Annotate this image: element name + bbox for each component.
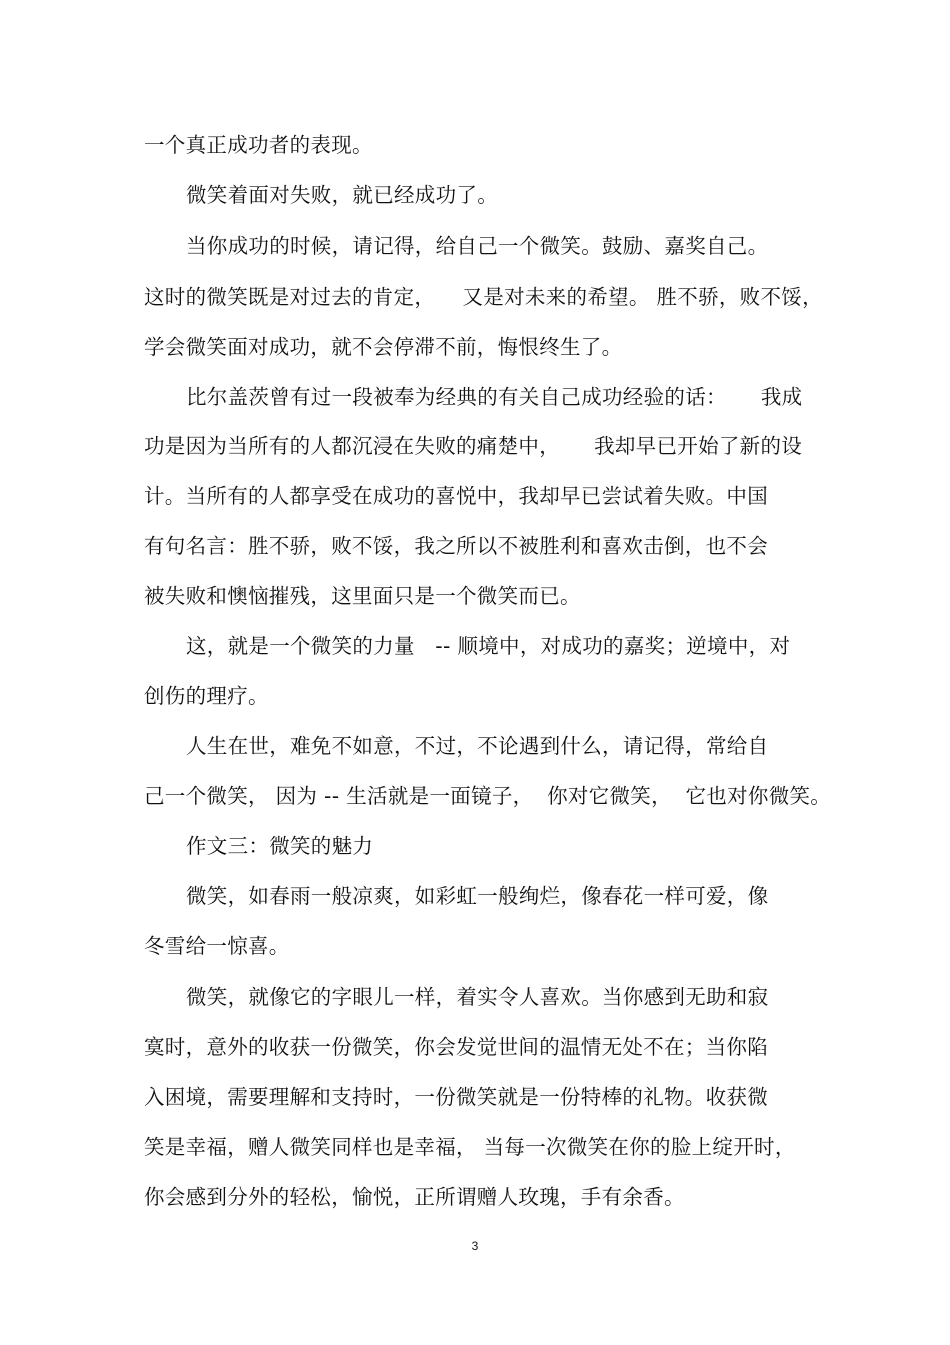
text-line: 冬雪给一惊喜。 xyxy=(144,934,290,958)
paragraph-line: 微笑，如春雨一般凉爽，如彩虹一般绚烂，像春花一样可爱，像 xyxy=(186,884,769,908)
paragraph-line: 当你成功的时候，请记得，给自己一个微笑。鼓励、嘉奖自己。 xyxy=(186,234,769,258)
text-line: 寞时，意外的收获一份微笑，你会发觉世间的温情无处不在；当你陷 xyxy=(144,1035,768,1059)
text-line: 有句名言：胜不骄，败不馁，我之所以不被胜利和喜欢击倒，也不会 xyxy=(144,534,768,558)
text-line: 被失败和懊恼摧残，这里面只是一个微笑而已。 xyxy=(144,584,581,608)
text-line: 一个真正成功者的表现。 xyxy=(144,133,373,157)
paragraph-line: 微笑着面对失败，就已经成功了。 xyxy=(186,183,498,207)
paragraph-line: 人生在世，难免不如意，不过，不论遇到什么，请记得，常给自 xyxy=(186,734,769,758)
paragraph-line: 微笑，就像它的字眼儿一样，着实令人喜欢。当你感到无助和寂 xyxy=(186,985,769,1009)
text-line: 入困境，需要理解和支持时，一份微笑就是一份特棒的礼物。收获微 xyxy=(144,1085,768,1109)
text-line: 功是因为当所有的人都沉浸在失败的痛楚中， 我却早已开始了新的设 xyxy=(144,434,803,458)
text-line: 创伤的理疗。 xyxy=(144,684,269,708)
paragraph-line: 这，就是一个微笑的力量 -- 顺境中，对成功的嘉奖；逆境中，对 xyxy=(186,634,791,658)
section-title: 作文三：微笑的魅力 xyxy=(186,834,374,858)
text-line: 你会感到分外的轻松，愉悦，正所谓赠人玫瑰，手有余香。 xyxy=(144,1185,685,1209)
text-line: 学会微笑面对成功，就不会停滞不前，悔恨终生了。 xyxy=(144,335,623,359)
page-number: 3 xyxy=(471,1239,479,1253)
paragraph-line: 比尔盖茨曾有过一段被奉为经典的有关自己成功经验的话： 我成 xyxy=(186,385,803,409)
text-line: 计。当所有的人都享受在成功的喜悦中，我却早已尝试着失败。中国 xyxy=(144,484,768,508)
text-line: 笑是幸福，赠人微笑同样也是幸福， 当每一次微笑在你的脸上绽开时， xyxy=(144,1135,796,1159)
text-line: 己一个微笑， 因为 -- 生活就是一面镜子， 你对它微笑， 它也对你微笑。 xyxy=(144,784,832,808)
text-line: 这时的微笑既是对过去的肯定， 又是对未来的希望。 胜不骄，败不馁， xyxy=(144,285,823,309)
